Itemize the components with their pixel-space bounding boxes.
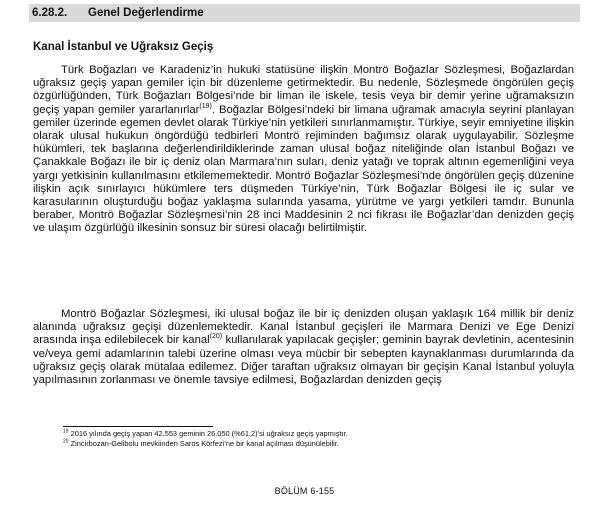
paragraph-2-text-a: Montrö Boğazlar Sözleşmesi, iki ulusal boğaz ile bir iç denizden oluşan yaklaşık 164 millik bir deniz alanında uğraksız geçişi düzenlemektedir. Kanal İstanbul geçişleri ile Marmara Denizi ve Ege Denizi arasında inşa edilebilecek bir kanal (33, 308, 574, 347)
subheading: Kanal İstanbul ve Uğraksız Geçiş (33, 41, 214, 53)
section-header (29, 4, 580, 22)
footnote-ref-20: (20) (209, 333, 223, 341)
footnote-marker: 19 (63, 428, 69, 435)
page-number: BÖLÜM 6-155 (274, 486, 335, 496)
footnote-item (63, 439, 563, 449)
section-title: Genel Değerlendirme (88, 7, 204, 19)
footnote-item (63, 429, 563, 439)
paragraph-2-text-b: kullanılarak yapılacak geçişler; geminin bayrak devletinin, acentesinin ve/veya gemi adamlarının talebi üzerine olması veya mücbir bir sebepten kaynaklanması durumlarında da uğraksız geçiş olarak mütalaa edilemez. Diğer taraftan uğraksız olmayan bir geçişin Kanal İstanbul yoluyla yapılmasının zorlanması ve önemle tavsiye edilmesi, Boğazlardan denizden geçiş (33, 334, 574, 387)
footnote-text: 2016 yılında geçiş yapan 42.553 geminin 26.050 (%61,2)’si uğraksız geçiş yapmıştır. (68, 429, 348, 438)
footnote-ref-19: (19) (199, 102, 212, 110)
paragraph-1-text-a: Türk Boğazları ve Karadeniz’in hukuki statüsüne ilişkin Montrö Boğazlar Sözleşmesi, Boğazlardan uğraksız geçiş yapan gemiler için bir düzenleme getirmektedir. Bu nedenle, Sözleşmede öngörülen geçiş özgürlüğünden, Türk Boğazları Bölgesi’nde bir liman ile iskele, tesis veya bir demir yerine uğramaksızın geçiş yapan gemiler yararlanırlar (33, 64, 574, 116)
footnote-text: Zincirbozan-Gelibolu mevkiinden Saros Körfezi’ne bir kanal açılması düşünülebilir. (68, 438, 339, 448)
paragraph-2 (33, 308, 574, 387)
footnote-marker: 20 (63, 438, 69, 445)
paragraph-1 (33, 64, 574, 236)
footnote-divider (63, 426, 213, 427)
section-number: 6.28.2. (32, 7, 68, 19)
footnotes (63, 429, 563, 448)
paragraph-1-text-b: . Boğazlar Bölgesi’ndeki bir limana uğramak amacıyla seyrini planlayan gemiler üzerinde egemen devlet olarak Türkiye’nin yetkileri sınırlanmamıştır. Türkiye, seyir emniyetine ilişkin olarak ulusal hukukun öngördüğü tedbirleri Montrö rejiminden bağımsız olarak uygulayabilir. Sözleşme hükümleri, tek başlarına değerlendirildiklerinde zaman ulusal boğaz niteliğinde olan İstanbul Boğazı ve Çanakkale Boğazı ile bir iç deniz olan Marmara’nın suları, deniz yatağı ve toprak altının egemenliğini veya yargı yetkisinin kullanılmasını etkilememektedir. Montrö Boğazlar Sözleşmesi’nde öngörülen geçiş düzenine ilişkin açık sınırlayıcı hükümlere ters düşmeden Türkiye’nin, Türk Boğazlar Bölgesi ile iç sular ve karasularının oluşturduğu boğaz yaklaşma sularında yasama, yürütme ve yargı yetkileri tamdır. Bununla beraber, Montrö Boğazlar Sözleşmesi’nin 28 inci Maddesinin 2 nci fıkrası ile Boğazlar’dan denizden geçiş ve ulaşım özgürlüğü ilkesinin sonsuz bir süresi olacağı belirtilmiştir. (33, 103, 574, 235)
